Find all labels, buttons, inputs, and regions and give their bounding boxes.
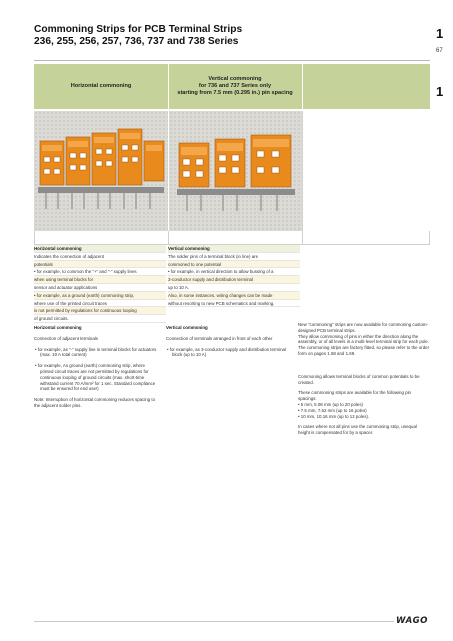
terminal-strip-illustration [34,111,168,231]
vertical-description [166,325,290,363]
summary-row: of ground circuits. [34,315,166,323]
list-item: • for example, as 3-conductor supply and distribution terminal block (up to 10 A) [167,346,286,358]
paragraph: They allow commoning of pins in either the direction along the assembly, or of all levels in a multi-level terminal strip for each pole. [298,333,429,345]
header-vertical-line-2: for 736 and 737 Series only [198,83,272,90]
summary-row: • for example, in vertical direction to allow bussing of a [168,268,300,276]
header-empty [302,64,430,109]
note: Note: Interruption of horizontal commoning reduces spacing to the adjacent solder pins. [34,397,156,408]
page-number: 67 [436,48,443,54]
summary-row: up to 10 A. [168,284,300,292]
summary-row: sensor and actuator applications [34,284,166,292]
paragraph: The commoning strips are factory fitted, so please refer to the order form on pages 1.68 and 1.69. [298,345,430,356]
header-vertical-line-1: Vertical commoning [208,76,262,83]
summary-row: Vertical commoning [168,245,300,253]
summary-row: without resorting to new PCB schematics and marking. [168,300,300,308]
list-item: • 5 mm, 5.08 mm (up to 20 poles) [298,401,363,407]
list-item: • 10 mm, 10.16 mm (up to 12 poles). [298,413,370,419]
summary-row: when using terminal blocks for [34,276,166,284]
wago-logo: WAGO [396,616,428,626]
summary-row: • for example, as a ground (earth) commoning strip, [34,292,166,300]
paragraph: In cases where not all pins use the commoning strip, unequal height is compensated for by a spacer. [298,424,417,436]
summary-row: potentials [34,261,166,269]
product-photos [34,111,430,231]
paragraph: Connection of terminals arranged in front of each other [166,335,273,341]
summary-row: Horizontal commoning [34,245,166,253]
list-item: • for example, As ground (earth) commoning strip, where printed circuit traces are not permitted by regulations for continuous looping of ground circuits (max. short-time withstand current 70 A/mm² for 1 sec. Standard compliance must be ensured for end use!) [35,363,156,392]
terminal-strip-illustration [169,111,303,231]
summary-row: commoned to one potential [168,261,300,269]
list-item: • for example, as "-" supply line in terminal blocks for actuators (max. 10 A total current) [35,346,157,358]
summary-column-horizontal [34,245,166,323]
paragraph: Commoning allows terminal blocks of common potentials to be created. [298,373,420,385]
chapter-number: 1 [436,26,444,41]
horizontal-description [34,325,158,414]
section-heading: Vertical commoning [166,325,208,330]
summary-row: 3-conductor supply and distribution terminal [168,276,300,284]
spacer [298,362,430,374]
header-vertical-line-3: starting from 7.5 mm (0.295 in.) pin spacing [177,89,293,96]
summary-column-vertical [168,245,300,307]
paragraph: These commoning strips are available for the following pin spacings: [298,390,411,402]
footer-divider [34,621,394,622]
product-info [298,322,430,436]
column-header-bar [34,64,430,109]
title-line-1: Commoning Strips for PCB Terminal Strips [34,24,243,35]
table-frame [34,231,430,245]
header-horizontal-label: Horizontal commoning [70,83,132,90]
summary-row: Indicates the connection of adjacent [34,253,166,261]
summary-row: where use of the printed circuit traces [34,300,166,308]
summary-row: The solder pins of a terminal block (in line) are [168,253,300,261]
table-divider [302,231,303,244]
header-vertical [168,64,302,109]
title-line-2: 236, 255, 256, 257, 736, 737 and 738 Series [34,36,239,47]
section-heading: Horizontal commoning [34,325,82,330]
summary-row: Also, in some instances, wiring changes can be made [168,292,300,300]
paragraph: Connection of adjacent terminals [34,335,98,341]
table-divider [168,231,169,244]
photo-empty [304,111,430,231]
horizontal-commoning-photo [34,111,168,231]
summary-row: is not permitted by regulations for continuous looping [34,307,166,315]
paragraph: New "commoning" strips are now available for commoning custom-designed PCB terminal strips. [298,322,429,333]
vertical-commoning-photo [169,111,303,231]
title-divider [34,60,430,61]
page-title [34,24,404,48]
summary-row: • for example, to common the "+" and "-" supply lines [34,268,166,276]
chapter-tab: 1 [436,84,444,99]
list-item: • 7.5 mm, 7.62 mm (up to 16 poles) [298,407,367,413]
header-horizontal [34,64,168,109]
